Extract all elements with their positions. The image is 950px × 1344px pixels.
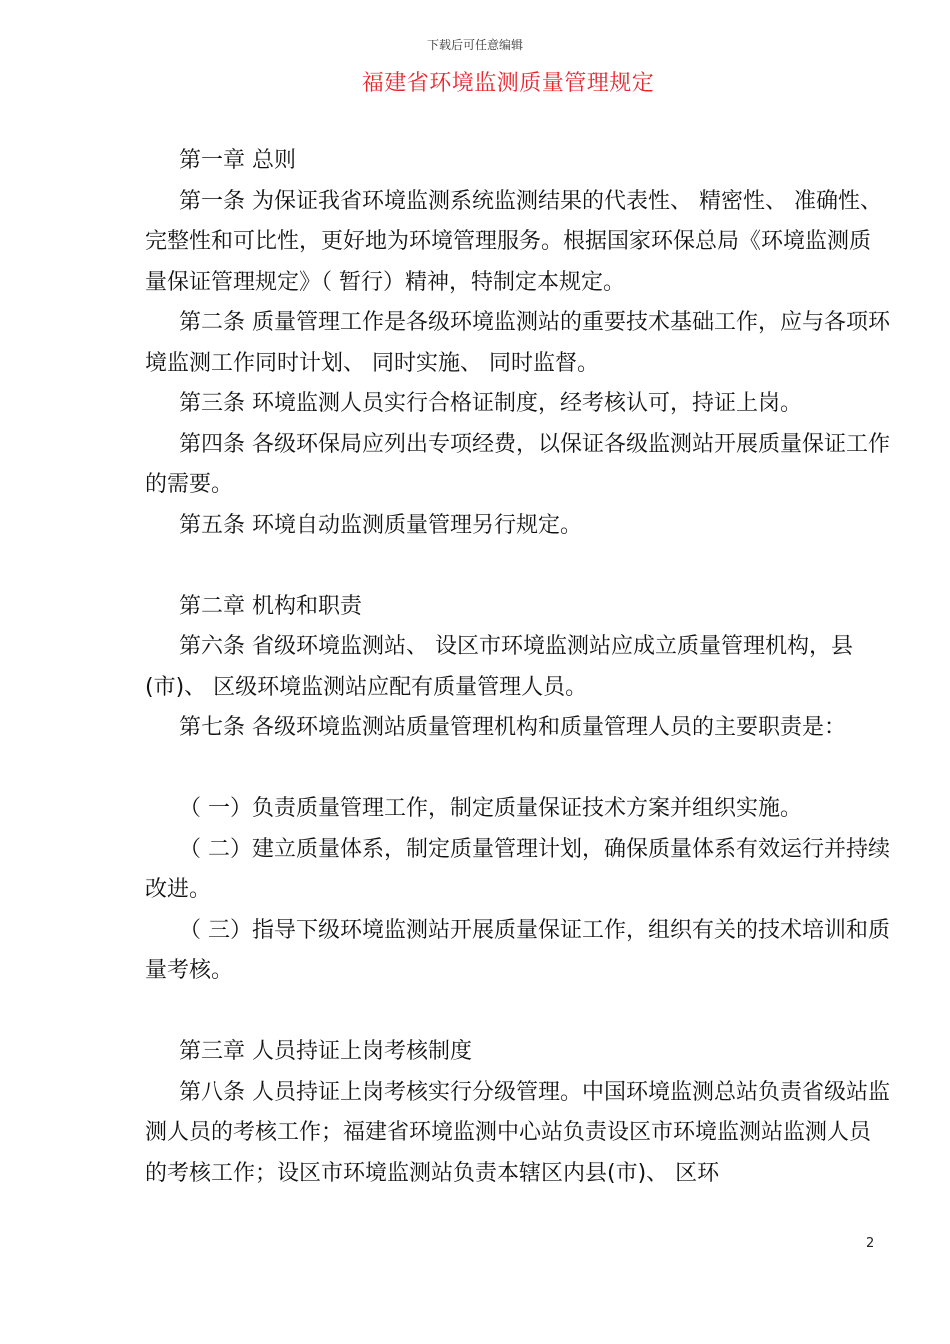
article-8: 第八条 人员持证上岗考核实行分级管理。中国环境监测总站负责省级站监测人员的考核工作；福建省环境监测中心站负责设区市环境监测站监测人员的考核工作；设区市环境监测站负责本辖区内县(市)、 区环 xyxy=(145,1079,890,1186)
article-6: 第六条 省级环境监测站、 设区市环境监测站应成立质量管理机构，县(市)、 区级环境监测站应配有质量管理人员。 xyxy=(145,634,853,700)
duty-2: （ 二）建立质量体系，制定质量管理计划，确保质量体系有效运行并持续改进。 xyxy=(145,836,890,902)
chapter-3-heading: 第三章 人员持证上岗考核制度 xyxy=(179,1039,472,1064)
chapter-2-heading: 第二章 机构和职责 xyxy=(179,593,362,619)
chapter-1-heading: 第一章 总则 xyxy=(179,148,296,173)
section-gap xyxy=(145,749,890,790)
article-4: 第四条 各级环保局应列出专项经费，以保证各级监测站开展质量保证工作的需要。 xyxy=(145,431,890,497)
article-5: 第五条 环境自动监测质量管理另行规定。 xyxy=(179,512,582,538)
document-title: 福建省环境监测质量管理规定 xyxy=(361,71,655,96)
article-3: 第三条 环境监测人员实行合格证制度，经考核认可，持证上岗。 xyxy=(179,391,802,416)
document-body xyxy=(145,141,890,1194)
header-note: 下载后可任意编辑 xyxy=(426,38,523,52)
section-gap xyxy=(145,546,890,587)
duty-3: （ 三）指导下级环境监测站开展质量保证工作，组织有关的技术培训和质量考核。 xyxy=(145,917,890,983)
article-7: 第七条 各级环境监测站质量管理机构和质量管理人员的主要职责是： xyxy=(179,715,846,740)
duty-1: （ 一）负责质量管理工作，制定质量保证技术方案并组织实施。 xyxy=(179,796,802,821)
article-1: 第一条 为保证我省环境监测系统监测结果的代表性、 精密性、 准确性、 完整性和可比性，更好地为环境管理服务。根据国家环保总局《环境监测质量保证管理规定》（ 暂行）精神，特制定本规定。 xyxy=(145,188,882,295)
section-gap xyxy=(145,992,890,1033)
article-2: 第二条 质量管理工作是各级环境监测站的重要技术基础工作，应与各项环境监测工作同时计划、 同时实施、 同时监督。 xyxy=(145,310,890,376)
page-number: 2 xyxy=(866,1236,875,1251)
